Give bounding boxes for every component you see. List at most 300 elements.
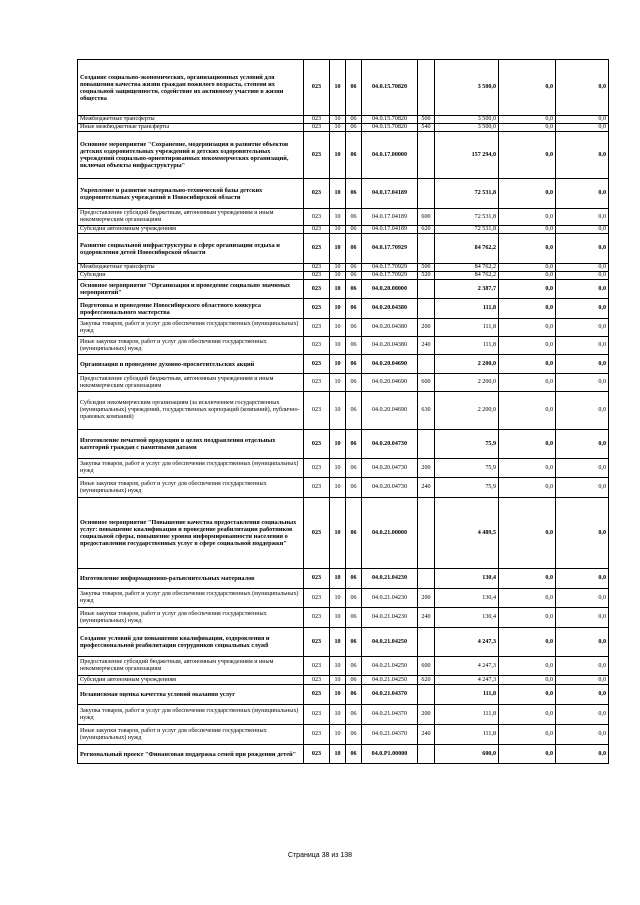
row-csr: 04.0.17.70929 — [362, 234, 418, 264]
row-vr: 500 — [418, 116, 435, 124]
row-ved: 023 — [304, 657, 330, 676]
row-sum-3: 0,0 — [556, 478, 609, 498]
row-csr: 04.0.20.04380 — [362, 319, 418, 337]
row-sum-3: 0,0 — [556, 116, 609, 124]
row-sum-1: 2 200,0 — [435, 355, 499, 374]
table-row — [78, 430, 609, 459]
row-csr: 04.0.20.00000 — [362, 280, 418, 299]
row-sum-1: 72 531,8 — [435, 226, 499, 234]
table-row — [78, 392, 609, 430]
row-rz: 10 — [330, 132, 346, 179]
row-csr: 04.0.P1.00000 — [362, 745, 418, 764]
row-sum-3: 0,0 — [556, 272, 609, 280]
row-csr: 04.0.20.04730 — [362, 430, 418, 459]
row-pr: 06 — [346, 685, 362, 705]
row-name: Иные закупки товаров, работ и услуг для обеспечения государственных (муниципальных) нужд — [78, 725, 304, 745]
row-rz: 10 — [330, 745, 346, 764]
table-row — [78, 589, 609, 608]
row-sum-1: 3 500,0 — [435, 116, 499, 124]
row-sum-1: 157 294,0 — [435, 132, 499, 179]
row-sum-1: 130,4 — [435, 589, 499, 608]
row-pr: 06 — [346, 459, 362, 478]
row-csr: 04.0.21.04370 — [362, 725, 418, 745]
row-sum-3: 0,0 — [556, 676, 609, 685]
row-sum-2: 0,0 — [499, 272, 556, 280]
row-rz: 10 — [330, 705, 346, 725]
row-pr: 06 — [346, 264, 362, 272]
row-vr: 240 — [418, 478, 435, 498]
row-sum-1: 111,8 — [435, 685, 499, 705]
row-csr: 04.0.20.04380 — [362, 299, 418, 319]
table-row — [78, 745, 609, 764]
row-sum-2: 0,0 — [499, 459, 556, 478]
row-pr: 06 — [346, 608, 362, 628]
table-row — [78, 705, 609, 725]
row-rz: 10 — [330, 676, 346, 685]
row-sum-2: 0,0 — [499, 60, 556, 116]
row-ved: 023 — [304, 272, 330, 280]
row-name: Развитие социальной инфраструктуры в сфере организации отдыха и оздоровления детей Новосибирской области — [78, 234, 304, 264]
row-rz: 10 — [330, 299, 346, 319]
row-sum-2: 0,0 — [499, 234, 556, 264]
row-sum-2: 0,0 — [499, 685, 556, 705]
row-sum-2: 0,0 — [499, 676, 556, 685]
row-rz: 10 — [330, 478, 346, 498]
row-sum-2: 0,0 — [499, 374, 556, 392]
row-rz: 10 — [330, 589, 346, 608]
row-name: Основное мероприятие "Сохранение, модернизация и развитие объектов детских оздоровительных учреждений и детских оздоровительных учреждений социально-ориентированных некоммерческих организаций, включая объекты инфраструктуры" — [78, 132, 304, 179]
table-row — [78, 209, 609, 226]
row-sum-3: 0,0 — [556, 569, 609, 589]
row-csr: 04.0.15.70820 — [362, 60, 418, 116]
row-name: Предоставление субсидий бюджетным, автономным учреждениям и иным некоммерческим организациям — [78, 209, 304, 226]
table-row — [78, 319, 609, 337]
page-number: Страница 38 из 138 — [287, 852, 353, 859]
table-row — [78, 116, 609, 124]
table-row — [78, 179, 609, 209]
row-sum-3: 0,0 — [556, 374, 609, 392]
row-vr: 240 — [418, 725, 435, 745]
table-row — [78, 132, 609, 179]
table-row — [78, 124, 609, 132]
row-sum-1: 2 200,0 — [435, 374, 499, 392]
row-name: Изготовление информационно-разъяснительных материалов — [78, 569, 304, 589]
row-sum-3: 0,0 — [556, 725, 609, 745]
row-sum-2: 0,0 — [499, 608, 556, 628]
row-rz: 10 — [330, 392, 346, 430]
row-ved: 023 — [304, 478, 330, 498]
row-rz: 10 — [330, 725, 346, 745]
row-ved: 023 — [304, 589, 330, 608]
row-ved: 023 — [304, 569, 330, 589]
row-name: Иные закупки товаров, работ и услуг для обеспечения государственных (муниципальных) нужд — [78, 337, 304, 355]
row-rz: 10 — [330, 608, 346, 628]
row-sum-2: 0,0 — [499, 478, 556, 498]
row-sum-1: 130,4 — [435, 569, 499, 589]
row-name: Предоставление субсидий бюджетным, автономным учреждениям и иным некоммерческим организациям — [78, 374, 304, 392]
row-sum-2: 0,0 — [499, 280, 556, 299]
row-sum-2: 0,0 — [499, 628, 556, 657]
row-vr: 600 — [418, 374, 435, 392]
row-pr: 06 — [346, 705, 362, 725]
row-sum-2: 0,0 — [499, 337, 556, 355]
row-ved: 023 — [304, 319, 330, 337]
row-pr: 06 — [346, 392, 362, 430]
row-vr: 500 — [418, 264, 435, 272]
row-ved: 023 — [304, 392, 330, 430]
row-csr: 04.0.17.70929 — [362, 272, 418, 280]
row-sum-1: 2 387,7 — [435, 280, 499, 299]
row-vr: 240 — [418, 337, 435, 355]
row-sum-2: 0,0 — [499, 132, 556, 179]
row-vr — [418, 179, 435, 209]
row-vr: 200 — [418, 319, 435, 337]
row-name: Субсидии некоммерческим организациям (за исключением государственных (муниципальных) учреждений, государственных корпораций (компаний), публично-правовых компаний) — [78, 392, 304, 430]
row-csr: 04.0.20.04690 — [362, 355, 418, 374]
row-ved: 023 — [304, 234, 330, 264]
row-pr: 06 — [346, 569, 362, 589]
row-sum-3: 0,0 — [556, 430, 609, 459]
row-pr: 06 — [346, 179, 362, 209]
row-vr — [418, 234, 435, 264]
row-name: Межбюджетные трансферты — [78, 264, 304, 272]
row-vr — [418, 430, 435, 459]
row-rz: 10 — [330, 355, 346, 374]
table-row — [78, 676, 609, 685]
row-sum-1: 75,9 — [435, 478, 499, 498]
row-csr: 04.0.21.04230 — [362, 569, 418, 589]
row-sum-1: 111,8 — [435, 319, 499, 337]
row-vr: 630 — [418, 392, 435, 430]
row-pr: 06 — [346, 116, 362, 124]
row-sum-2: 0,0 — [499, 264, 556, 272]
page-footer — [0, 852, 640, 859]
row-sum-3: 0,0 — [556, 209, 609, 226]
row-sum-2: 0,0 — [499, 745, 556, 764]
row-sum-3: 0,0 — [556, 337, 609, 355]
row-sum-1: 84 762,2 — [435, 272, 499, 280]
row-sum-1: 72 531,8 — [435, 179, 499, 209]
row-csr: 04.0.17.70929 — [362, 264, 418, 272]
row-pr: 06 — [346, 299, 362, 319]
row-csr: 04.0.17.00000 — [362, 132, 418, 179]
row-rz: 10 — [330, 319, 346, 337]
row-sum-2: 0,0 — [499, 705, 556, 725]
row-name: Закупка товаров, работ и услуг для обеспечения государственных (муниципальных) нужд — [78, 319, 304, 337]
row-ved: 023 — [304, 374, 330, 392]
budget-table — [77, 59, 609, 764]
row-pr: 06 — [346, 430, 362, 459]
row-sum-3: 0,0 — [556, 226, 609, 234]
row-name: Изготовление печатной продукции в целях поздравления отдельных категорий граждан с памятными датами — [78, 430, 304, 459]
row-sum-3: 0,0 — [556, 498, 609, 569]
row-rz: 10 — [330, 272, 346, 280]
row-vr: 620 — [418, 676, 435, 685]
table-row — [78, 478, 609, 498]
table-row — [78, 60, 609, 116]
row-rz: 10 — [330, 264, 346, 272]
row-ved: 023 — [304, 628, 330, 657]
row-rz: 10 — [330, 628, 346, 657]
row-sum-2: 0,0 — [499, 299, 556, 319]
row-name: Основное мероприятие "Организация и проведение социально значимых мероприятий" — [78, 280, 304, 299]
row-rz: 10 — [330, 498, 346, 569]
table-row — [78, 569, 609, 589]
row-sum-3: 0,0 — [556, 124, 609, 132]
row-ved: 023 — [304, 60, 330, 116]
row-sum-1: 84 762,2 — [435, 234, 499, 264]
row-sum-2: 0,0 — [499, 657, 556, 676]
table-row — [78, 498, 609, 569]
row-name: Субсидии — [78, 272, 304, 280]
row-name: Укрепление и развитие материально-технической базы детских оздоровительных учреждений в Новосибирской области — [78, 179, 304, 209]
row-sum-1: 3 500,0 — [435, 60, 499, 116]
row-sum-1: 4 247,3 — [435, 657, 499, 676]
row-rz: 10 — [330, 430, 346, 459]
row-pr: 06 — [346, 498, 362, 569]
row-name: Создание социально-экономических, организационных условий для повышения качества жизни граждан пожилого возраста, степени их социальной защищенности, содействие их активному участию в жизни общества — [78, 60, 304, 116]
row-sum-1: 84 762,2 — [435, 264, 499, 272]
row-sum-3: 0,0 — [556, 589, 609, 608]
row-name: Закупка товаров, работ и услуг для обеспечения государственных (муниципальных) нужд — [78, 589, 304, 608]
row-name: Создание условий для повышения квалификации, оздоровления и профессиональной реабилитации сотрудников социальных служб — [78, 628, 304, 657]
row-rz: 10 — [330, 116, 346, 124]
row-pr: 06 — [346, 319, 362, 337]
row-sum-1: 130,4 — [435, 608, 499, 628]
table-row — [78, 685, 609, 705]
row-csr: 04.0.21.04370 — [362, 685, 418, 705]
row-pr: 06 — [346, 657, 362, 676]
row-vr — [418, 745, 435, 764]
row-pr: 06 — [346, 478, 362, 498]
row-vr: 600 — [418, 657, 435, 676]
row-pr: 06 — [346, 337, 362, 355]
row-vr — [418, 569, 435, 589]
table-row — [78, 628, 609, 657]
document-page — [77, 59, 608, 764]
row-rz: 10 — [330, 569, 346, 589]
row-vr — [418, 60, 435, 116]
row-vr — [418, 628, 435, 657]
row-sum-2: 0,0 — [499, 116, 556, 124]
row-sum-2: 0,0 — [499, 569, 556, 589]
row-pr: 06 — [346, 589, 362, 608]
row-pr: 06 — [346, 124, 362, 132]
row-rz: 10 — [330, 226, 346, 234]
row-sum-2: 0,0 — [499, 124, 556, 132]
row-sum-3: 0,0 — [556, 179, 609, 209]
row-pr: 06 — [346, 374, 362, 392]
table-row — [78, 725, 609, 745]
row-vr: 620 — [418, 226, 435, 234]
table-row — [78, 374, 609, 392]
table-row — [78, 226, 609, 234]
row-vr: 240 — [418, 608, 435, 628]
row-rz: 10 — [330, 234, 346, 264]
row-ved: 023 — [304, 705, 330, 725]
row-sum-2: 0,0 — [499, 392, 556, 430]
row-csr: 04.0.20.04730 — [362, 459, 418, 478]
row-vr — [418, 280, 435, 299]
table-row — [78, 234, 609, 264]
row-vr: 540 — [418, 124, 435, 132]
row-name: Предоставление субсидий бюджетным, автономным учреждениям и иным некоммерческим организациям — [78, 657, 304, 676]
row-name: Независимая оценка качества условий оказания услуг — [78, 685, 304, 705]
row-name: Иные закупки товаров, работ и услуг для обеспечения государственных (муниципальных) нужд — [78, 478, 304, 498]
row-ved: 023 — [304, 676, 330, 685]
row-ved: 023 — [304, 459, 330, 478]
row-ved: 023 — [304, 725, 330, 745]
table-row — [78, 272, 609, 280]
row-pr: 06 — [346, 234, 362, 264]
row-sum-1: 111,8 — [435, 725, 499, 745]
row-csr: 04.0.21.04230 — [362, 608, 418, 628]
row-vr: 200 — [418, 705, 435, 725]
row-pr: 06 — [346, 209, 362, 226]
row-name: Закупка товаров, работ и услуг для обеспечения государственных (муниципальных) нужд — [78, 459, 304, 478]
row-sum-3: 0,0 — [556, 234, 609, 264]
table-row — [78, 280, 609, 299]
row-sum-3: 0,0 — [556, 132, 609, 179]
row-csr: 04.0.20.04730 — [362, 478, 418, 498]
row-rz: 10 — [330, 209, 346, 226]
row-ved: 023 — [304, 685, 330, 705]
table-row — [78, 608, 609, 628]
row-sum-1: 3 500,0 — [435, 124, 499, 132]
row-sum-3: 0,0 — [556, 745, 609, 764]
row-pr: 06 — [346, 725, 362, 745]
row-csr: 04.0.17.04189 — [362, 179, 418, 209]
row-ved: 023 — [304, 179, 330, 209]
row-vr — [418, 132, 435, 179]
table-row — [78, 459, 609, 478]
row-rz: 10 — [330, 657, 346, 676]
row-pr: 06 — [346, 272, 362, 280]
row-sum-1: 4 247,3 — [435, 628, 499, 657]
row-csr: 04.0.20.04380 — [362, 337, 418, 355]
table-row — [78, 264, 609, 272]
row-sum-3: 0,0 — [556, 392, 609, 430]
row-ved: 023 — [304, 209, 330, 226]
row-vr — [418, 685, 435, 705]
row-ved: 023 — [304, 132, 330, 179]
row-csr: 04.0.17.04189 — [362, 209, 418, 226]
row-rz: 10 — [330, 280, 346, 299]
row-sum-1: 4 247,3 — [435, 676, 499, 685]
row-sum-2: 0,0 — [499, 589, 556, 608]
row-pr: 06 — [346, 132, 362, 179]
table-row — [78, 299, 609, 319]
row-sum-1: 75,9 — [435, 459, 499, 478]
row-vr: 200 — [418, 589, 435, 608]
row-name: Региональный проект "Финансовая поддержка семей при рождении детей" — [78, 745, 304, 764]
table-row — [78, 337, 609, 355]
row-name: Организация и проведение духовно-просветительских акций — [78, 355, 304, 374]
row-rz: 10 — [330, 685, 346, 705]
row-name: Иные закупки товаров, работ и услуг для обеспечения государственных (муниципальных) нужд — [78, 608, 304, 628]
row-sum-3: 0,0 — [556, 459, 609, 478]
row-vr — [418, 299, 435, 319]
row-sum-2: 0,0 — [499, 226, 556, 234]
row-name: Субсидии автономным учреждениям — [78, 676, 304, 685]
row-pr: 06 — [346, 628, 362, 657]
row-sum-2: 0,0 — [499, 430, 556, 459]
row-csr: 04.0.20.04690 — [362, 374, 418, 392]
row-sum-1: 600,0 — [435, 745, 499, 764]
row-rz: 10 — [330, 124, 346, 132]
row-rz: 10 — [330, 60, 346, 116]
row-ved: 023 — [304, 280, 330, 299]
row-sum-3: 0,0 — [556, 657, 609, 676]
row-ved: 023 — [304, 430, 330, 459]
row-sum-2: 0,0 — [499, 319, 556, 337]
row-ved: 023 — [304, 226, 330, 234]
row-rz: 10 — [330, 459, 346, 478]
row-ved: 023 — [304, 498, 330, 569]
row-vr: 600 — [418, 209, 435, 226]
row-name: Межбюджетные трансферты — [78, 116, 304, 124]
row-ved: 023 — [304, 337, 330, 355]
row-csr: 04.0.21.04250 — [362, 657, 418, 676]
row-csr: 04.0.21.04230 — [362, 589, 418, 608]
row-pr: 06 — [346, 745, 362, 764]
row-sum-2: 0,0 — [499, 498, 556, 569]
row-pr: 06 — [346, 226, 362, 234]
row-name: Закупка товаров, работ и услуг для обеспечения государственных (муниципальных) нужд — [78, 705, 304, 725]
table-row — [78, 355, 609, 374]
row-vr — [418, 355, 435, 374]
row-ved: 023 — [304, 608, 330, 628]
row-sum-3: 0,0 — [556, 280, 609, 299]
row-sum-3: 0,0 — [556, 319, 609, 337]
row-sum-2: 0,0 — [499, 179, 556, 209]
row-pr: 06 — [346, 60, 362, 116]
row-sum-1: 111,8 — [435, 299, 499, 319]
row-name: Основное мероприятие "Повышение качества предоставления социальных услуг: повышение квалификации и проведение реабилитации работников социальной сферы, повышение уровня информированности населения о предоставлении государственных услуг в сфере социальной поддержки" — [78, 498, 304, 569]
row-sum-1: 111,8 — [435, 337, 499, 355]
row-ved: 023 — [304, 299, 330, 319]
row-csr: 04.0.21.04250 — [362, 628, 418, 657]
row-sum-2: 0,0 — [499, 209, 556, 226]
row-sum-3: 0,0 — [556, 628, 609, 657]
row-name: Иные межбюджетные трансферты — [78, 124, 304, 132]
row-sum-1: 72 531,8 — [435, 209, 499, 226]
row-rz: 10 — [330, 337, 346, 355]
row-vr — [418, 498, 435, 569]
row-sum-3: 0,0 — [556, 60, 609, 116]
row-sum-1: 4 489,5 — [435, 498, 499, 569]
row-sum-1: 75,9 — [435, 430, 499, 459]
row-sum-3: 0,0 — [556, 299, 609, 319]
table-body — [78, 60, 609, 764]
row-ved: 023 — [304, 355, 330, 374]
row-ved: 023 — [304, 124, 330, 132]
row-ved: 023 — [304, 264, 330, 272]
row-csr: 04.0.21.00000 — [362, 498, 418, 569]
row-name: Подготовка и проведение Новосибирского областного конкурса профессионального мастерства — [78, 299, 304, 319]
row-name: Субсидии автономным учреждениям — [78, 226, 304, 234]
row-sum-1: 2 200,0 — [435, 392, 499, 430]
row-sum-3: 0,0 — [556, 355, 609, 374]
row-csr: 04.0.21.04250 — [362, 676, 418, 685]
row-sum-2: 0,0 — [499, 725, 556, 745]
row-sum-1: 111,8 — [435, 705, 499, 725]
row-rz: 10 — [330, 374, 346, 392]
row-ved: 023 — [304, 745, 330, 764]
row-ved: 023 — [304, 116, 330, 124]
row-sum-3: 0,0 — [556, 264, 609, 272]
row-pr: 06 — [346, 280, 362, 299]
